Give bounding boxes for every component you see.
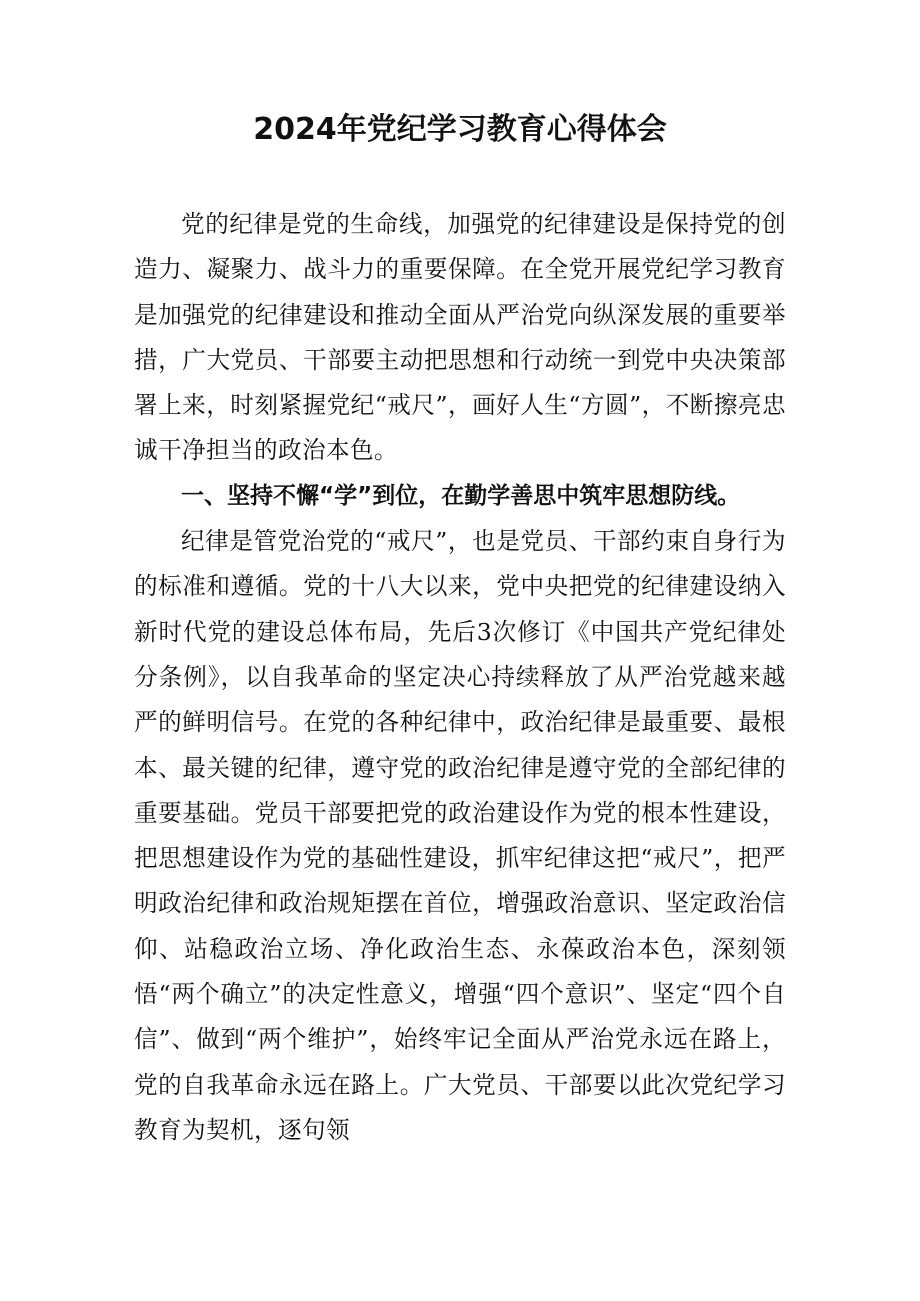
intro-paragraph: 党的纪律是党的生命线，加强党的纪律建设是保持党的创造力、凝聚力、战斗力的重要保障。在全党开展党纪学习教育是加强党的纪律建设和推动全面从严治党向纵深发展的重要举措，广大党员、干部要主动把思想和行动统一到党中央决策部署上来，时刻紧握党纪“戒尺”，画好人生“方圆”，不断擦亮忠诚干净担当的政治本色。 <box>134 210 786 465</box>
section-paragraph: 纪律是管党治党的“戒尺”，也是党员、干部约束自身行为的标准和遵循。党的十八大以来，党中央把党的纪律建设纳入新时代党的建设总体布局，先后3次修订《中国共产党纪律处分条例》，以自我革命的坚定决心持续释放了从严治党越来越严的鲜明信号。在党的各种纪律中，政治纪律是最重要、最根本、最关键的纪律，遵守党的政治纪律是遵守党的全部纪律的重要基础。党员干部要把党的政治建设作为党的根本性建设，把思想建设作为党的基础性建设，抓牢纪律这把“戒尺”，把严明政治纪律和政治规矩摆在首位，增强政治意识、坚定政治信仰、站稳政治立场、净化政治生态、永葆政治本色，深刻领悟“两个确立”的决定性意义，增强“四个意识”、坚定“四个自信”、做到“两个维护”，始终牢记全面从严治党永远在路上，党的自我革命永远在路上。广大党员、干部要以此次党纪学习教育为契机，逐句领 <box>134 527 786 1144</box>
document-title: 2024年党纪学习教育心得体会 <box>253 112 667 147</box>
document-body <box>134 202 786 1153</box>
section-heading: 一、坚持不懈“学”到位，在勤学善思中筑牢思想防线。 <box>181 482 741 509</box>
